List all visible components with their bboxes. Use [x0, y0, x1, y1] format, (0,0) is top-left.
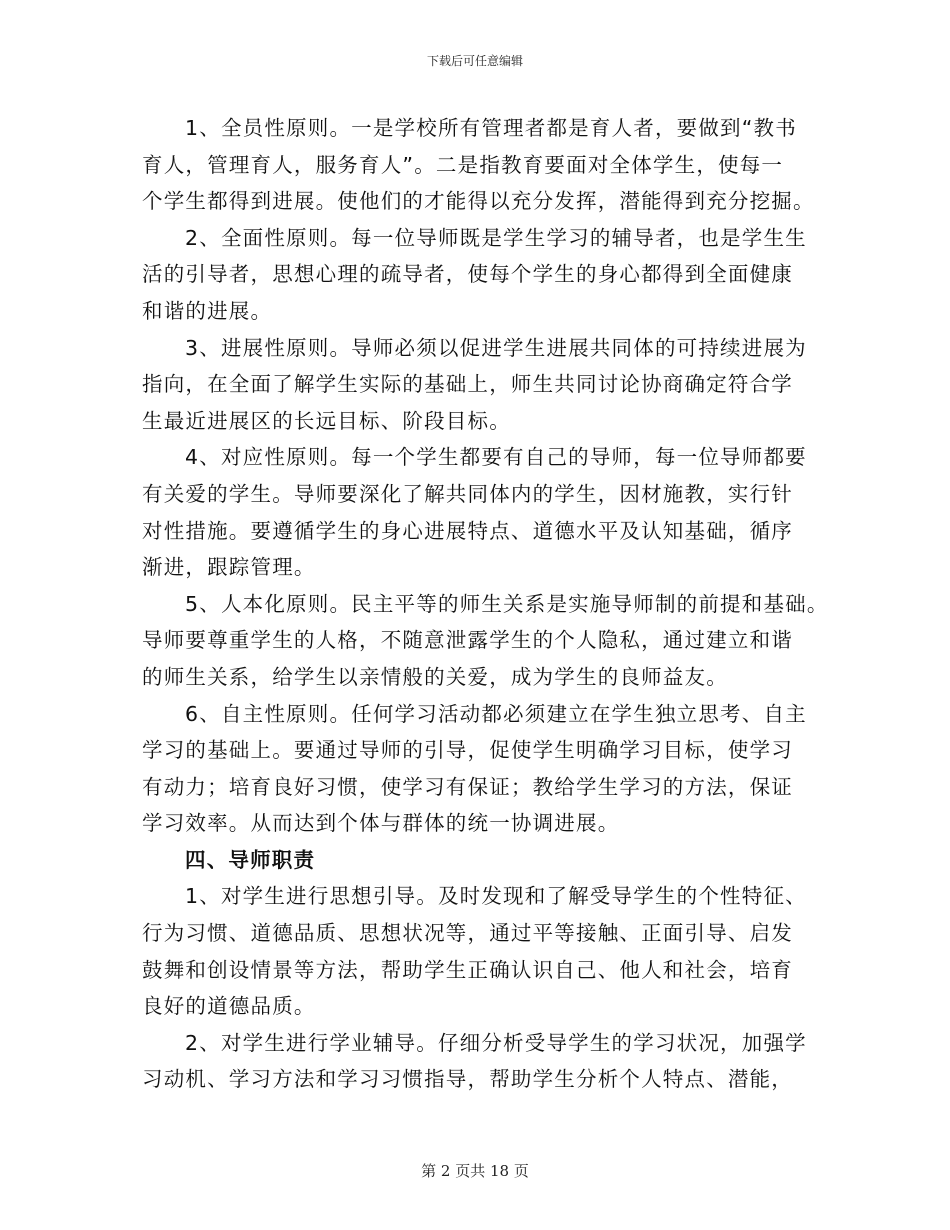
text-line: 2、对学生进行学业辅导。仔细分析受导学生的学习状况，加强学: [185, 1030, 807, 1055]
text-line: 导师要尊重学生的人格，不随意泄露学生的个人隐私，通过建立和谐: [142, 628, 793, 653]
document-body: [142, 110, 829, 1098]
text-line: 2、全面性原则。每一位导师既是学生学习的辅导者，也是学生生: [185, 225, 807, 250]
page-footer: 第 2 页共 18 页: [421, 1162, 529, 1180]
text-line: 育人，管理育人，服务育人”。二是指教育要面对全体学生，使每一: [142, 152, 784, 177]
text-line: 6、自主性原则。任何学习活动都必须建立在学生独立思考、自主: [185, 701, 807, 726]
text-line: 1、对学生进行思想引导。及时发现和了解受导学生的个性特征、: [185, 884, 807, 909]
text-line: 良好的道德品质。: [142, 994, 316, 1019]
text-line: 有动力；培育良好习惯，使学习有保证；教给学生学习的方法，保证: [142, 774, 793, 799]
text-line: 的师生关系，给学生以亲情般的关爱，成为学生的良师益友。: [142, 664, 728, 689]
text-line: 5、人本化原则。民主平等的师生关系是实施导师制的前提和基础。: [185, 591, 829, 616]
text-line: 3、进展性原则。导师必须以促进学生进展共同体的可持续进展为: [185, 335, 807, 360]
text-line: 1、全员性原则。一是学校所有管理者都是育人者，要做到“教书: [185, 116, 797, 140]
text-line: 生最近进展区的长远目标、阶段目标。: [142, 408, 511, 433]
text-line: 指向，在全面了解学生实际的基础上，师生共同讨论协商确定符合学: [142, 372, 793, 397]
page-header: 下载后可任意编辑: [426, 54, 523, 68]
text-line: 学习的基础上。要通过导师的引导，促使学生明确学习目标，使学习: [142, 738, 793, 763]
text-line: 习动机、学习方法和学习习惯指导，帮助学生分析个人特点、潜能，: [142, 1067, 793, 1092]
text-line: 对性措施。要遵循学生的身心进展特点、道德水平及认知基础，循序: [142, 518, 793, 543]
text-line: 鼓舞和创设情景等方法，帮助学生正确认识自己、他人和社会，培育: [142, 957, 793, 982]
text-line: 渐进，跟踪管理。: [142, 555, 316, 580]
section-heading: 四、导师职责: [185, 847, 316, 872]
text-line: 活的引导者，思想心理的疏导者，使每个学生的身心都得到全面健康: [142, 262, 793, 287]
text-line: 个学生都得到进展。使他们的才能得以充分发挥，潜能得到充分挖掘。: [142, 189, 815, 214]
text-line: 和谐的进展。: [142, 298, 273, 323]
text-line: 4、对应性原则。每一个学生都要有自己的导师，每一位导师都要: [185, 445, 807, 470]
text-line: 有关爱的学生。导师要深化了解共同体内的学生，因材施教，实行针: [142, 481, 793, 506]
text-line: 学习效率。从而达到个体与群体的统一协调进展。: [142, 811, 620, 836]
text-line: 行为习惯、道德品质、思想状况等，通过平等接触、正面引导、启发: [142, 921, 793, 946]
